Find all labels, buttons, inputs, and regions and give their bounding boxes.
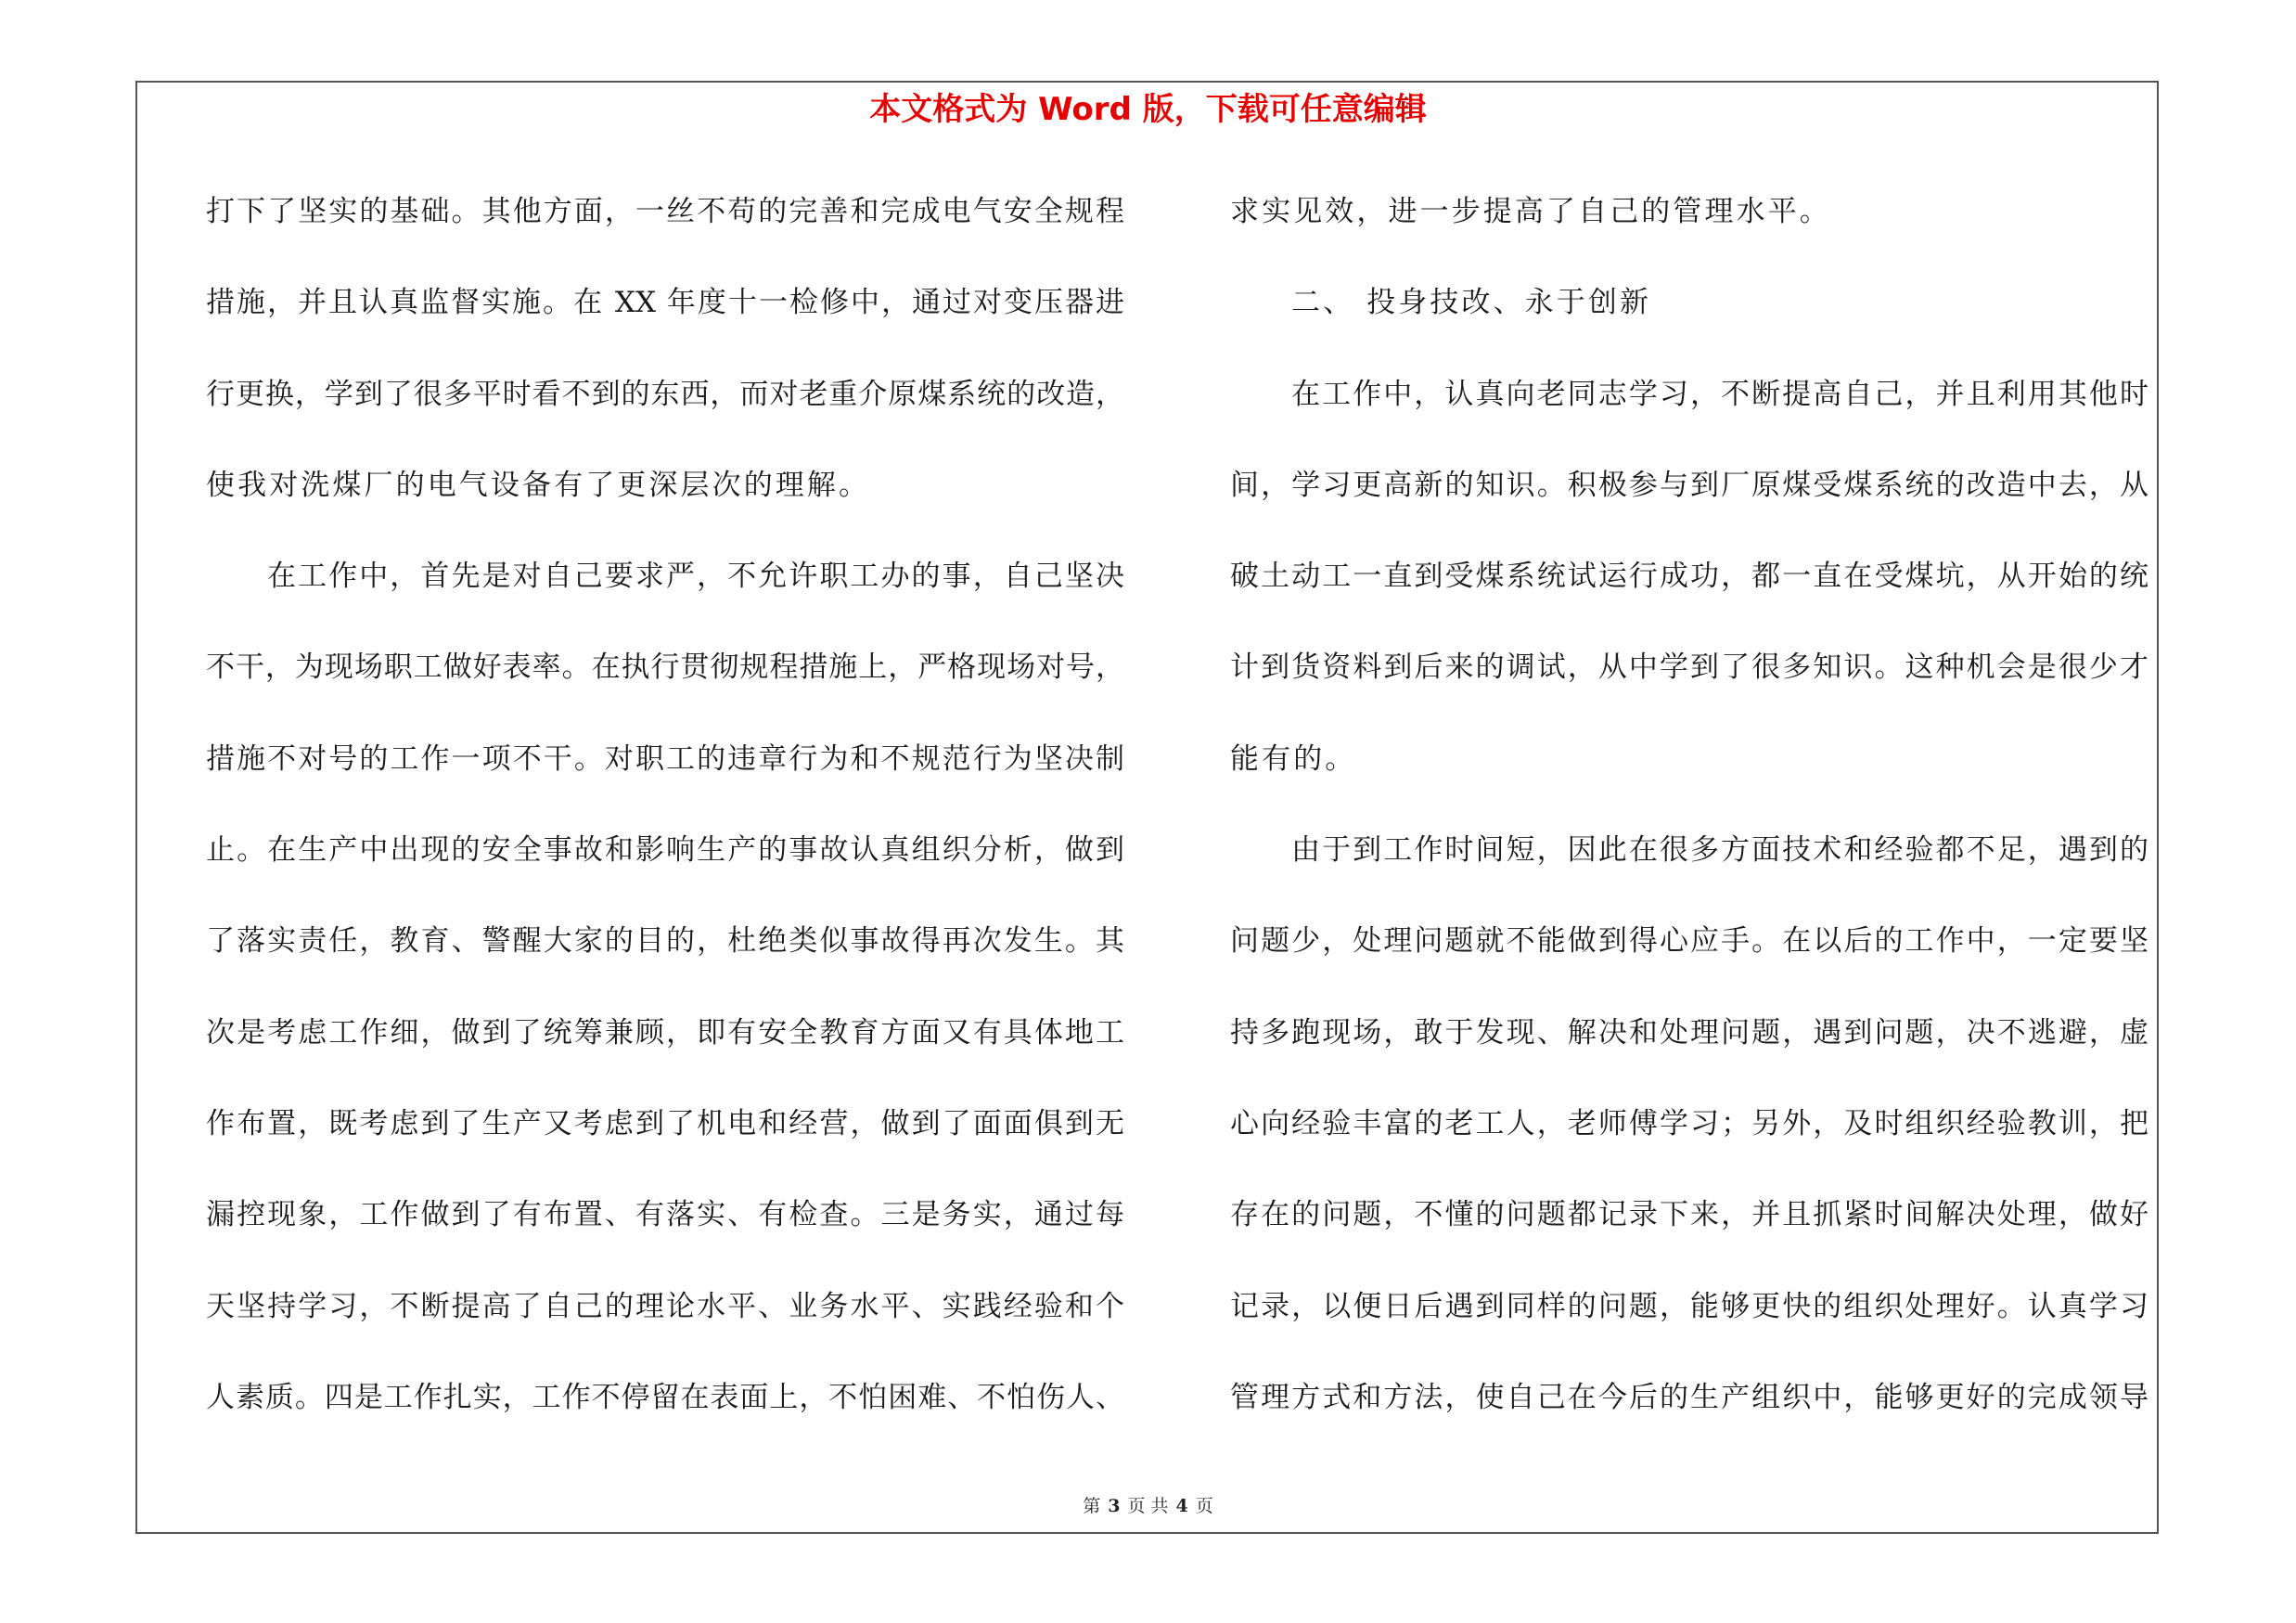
paragraph-line: 漏控现象，工作做到了有布置、有落实、有检查。三是务实，通过每: [206, 1198, 1124, 1232]
page-total: 4: [1175, 1496, 1188, 1516]
paragraph-line: 破土动工一直到受煤系统试运行成功，都一直在受煤坑，从开始的统: [1230, 560, 2148, 594]
page-label-suffix: 页: [1195, 1496, 1213, 1516]
right-text-column: [1230, 184, 2148, 1461]
paragraph-line: 间，学习更高新的知识。积极参与到厂原煤受煤系统的改造中去，从: [1230, 468, 2148, 502]
page-label-mid: 页 共: [1127, 1496, 1169, 1516]
page-current: 3: [1108, 1496, 1121, 1516]
paragraph-line: 能有的。: [1230, 741, 1357, 776]
paragraph-line: 记录，以便日后遇到同样的问题，能够更快的组织处理好。认真学习: [1230, 1289, 2148, 1323]
paragraph-line: 问题少，处理问题就不能做到得心应手。在以后的工作中，一定要坚: [1230, 924, 2148, 959]
paragraph-line: 管理方式和方法，使自己在今后的生产组织中，能够更好的完成领导: [1230, 1380, 2148, 1414]
paragraph-line: 次是考虑工作细，做到了统筹兼顾，即有安全教育方面又有具体地工: [206, 1015, 1124, 1050]
paragraph-line: 了落实责任，教育、警醒大家的目的，杜绝类似事故得再次发生。其: [206, 924, 1124, 959]
page-label-prefix: 第: [1083, 1496, 1101, 1516]
paragraph-line: 止。在生产中出现的安全事故和影响生产的事故认真组织分析，做到: [206, 833, 1124, 868]
left-text-column: [206, 184, 1124, 1461]
paragraph-line: 存在的问题，不懂的问题都记录下来，并且抓紧时间解决处理，做好: [1230, 1198, 2148, 1232]
paragraph-line: 打下了坚实的基础。其他方面，一丝不苟的完善和完成电气安全规程: [206, 195, 1124, 228]
paragraph-line: 天坚持学习，不断提高了自己的理论水平、业务水平、实践经验和个: [206, 1289, 1124, 1323]
paragraph-line: 作布置，既考虑到了生产又考虑到了机电和经营，做到了面面俱到无: [206, 1106, 1124, 1140]
paragraph-line: 措施不对号的工作一项不干。对职工的违章行为和不规范行为坚决制: [206, 741, 1124, 776]
paragraph-line: 不干，为现场职工做好表率。在执行贯彻规程措施上，严格现场对号，: [206, 650, 1124, 685]
paragraph-line: 使我对洗煤厂的电气设备有了更深层次的理解。: [206, 468, 871, 502]
paragraph-line: 人素质。四是工作扎实，工作不停留在表面上，不怕困难、不怕伤人、: [206, 1380, 1124, 1414]
paragraph-line: 持多跑现场，敢于发现、解决和处理问题，遇到问题，决不逃避，虚: [1230, 1015, 2148, 1050]
paragraph-line: 求实见效，进一步提高了自己的管理水平。: [1230, 195, 1831, 228]
paragraph-line: 在工作中，认真向老同志学习，不断提高自己，并且利用其他时: [1291, 377, 2148, 411]
paragraph-line: 措施，并且认真监督实施。在 XX 年度十一检修中，通过对变压器进: [206, 286, 1124, 320]
editable-format-banner: 本文格式为 Word 版，下载可任意编辑: [869, 91, 1427, 128]
page-number: [0, 1494, 2296, 1518]
section-heading: 二、 投身技改、永于创新: [1291, 286, 1652, 320]
paragraph-line: 在工作中，首先是对自己要求严，不允许职工办的事，自己坚决: [267, 560, 1124, 594]
paragraph-line: 由于到工作时间短，因此在很多方面技术和经验都不足，遇到的: [1291, 833, 2148, 868]
paragraph-line: 计到货资料到后来的调试，从中学到了很多知识。这种机会是很少才: [1230, 650, 2148, 685]
paragraph-line: 行更换，学到了很多平时看不到的东西，而对老重介原煤系统的改造，: [206, 377, 1124, 411]
paragraph-line: 心向经验丰富的老工人，老师傅学习；另外，及时组织经验教训，把: [1230, 1106, 2148, 1140]
